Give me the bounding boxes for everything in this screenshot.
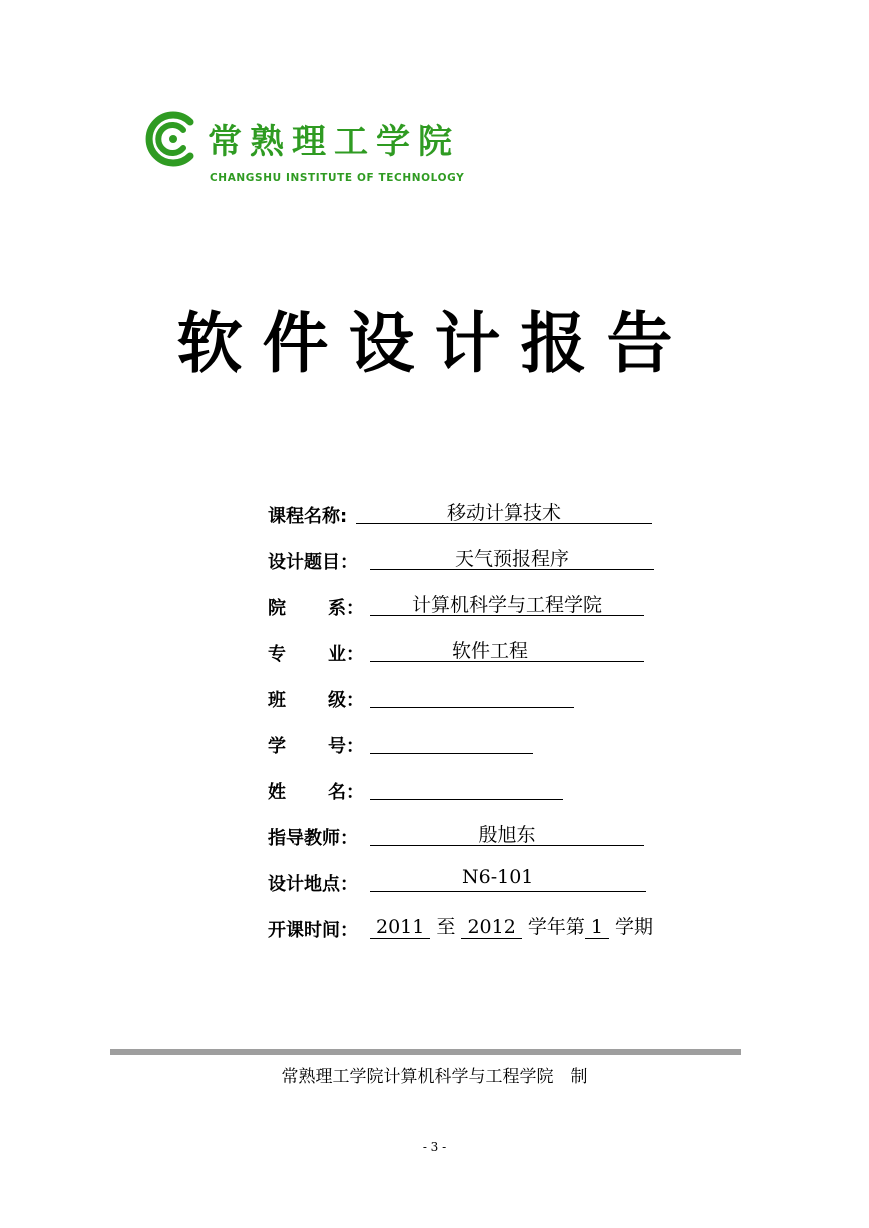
major-label: 专 业：: [268, 644, 364, 665]
major-value: 软件工程: [370, 636, 644, 662]
department-value: 计算机科学与工程学院: [370, 590, 644, 616]
semester: 1: [585, 916, 609, 939]
end-year: 2012: [461, 916, 521, 939]
start-year: 2011: [370, 916, 430, 939]
footer-text: 常熟理工学院计算机科学与工程学院 制: [281, 1067, 588, 1087]
college-emblem-icon: [140, 110, 202, 168]
class-value: [370, 682, 574, 708]
topic-label: 设计题目：: [268, 552, 358, 573]
page-number: - 3 -: [422, 1140, 447, 1154]
class-label: 班 级：: [268, 690, 364, 711]
name-label: 姓 名：: [268, 782, 364, 803]
footer-divider: [110, 1049, 741, 1055]
name-value: [370, 774, 563, 800]
topic-value: 天气预报程序: [370, 544, 654, 570]
term-value: 2011 至 2012 学年第 1 学期: [370, 912, 653, 939]
course-value: 移动计算技术: [356, 498, 652, 524]
teacher-value: 殷旭东: [370, 820, 644, 846]
college-name-en: CHANGSHU INSTITUTE OF TECHNOLOGY: [210, 172, 465, 184]
teacher-label: 指导教师：: [268, 828, 358, 849]
term-label: 开课时间：: [268, 920, 358, 941]
student-id-value: [370, 728, 533, 754]
location-value: N6-101: [370, 866, 646, 892]
report-title: 软件设计报告: [176, 305, 693, 382]
college-logo: [140, 110, 485, 190]
college-name-cn: 常熟理工学院: [208, 122, 460, 162]
department-label: 院 系：: [268, 598, 364, 619]
course-label: 课程名称:: [268, 506, 348, 527]
location-label: 设计地点：: [268, 874, 358, 895]
student-id-label: 学 号：: [268, 736, 364, 757]
